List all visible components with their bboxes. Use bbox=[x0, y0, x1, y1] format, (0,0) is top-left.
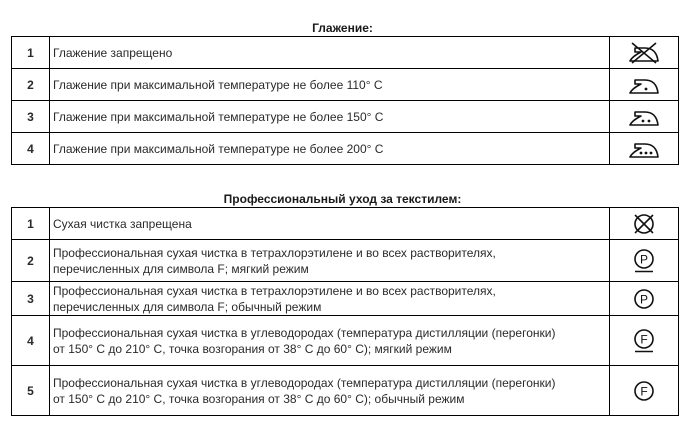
table-row bbox=[12, 366, 679, 416]
row-text-line: перечисленных для символа F; обычный режим bbox=[53, 299, 322, 314]
table-row bbox=[12, 37, 679, 69]
table-row bbox=[12, 282, 679, 316]
row-text: Глажение при максимальной температуре не более 110° С bbox=[50, 69, 610, 101]
row-text-line: Профессиональная сухая чистка в углеводородах (температура дистилляции (перегонки) bbox=[53, 375, 556, 390]
row-text bbox=[50, 366, 610, 416]
ironing-title: Глажение: bbox=[312, 21, 373, 35]
row-text-line: Профессиональная сухая чистка в тетрахлорэтилене и во всех растворителях, bbox=[53, 245, 496, 260]
table-row bbox=[12, 101, 679, 133]
table-row bbox=[12, 69, 679, 101]
row-text bbox=[50, 240, 610, 282]
svg-text:P: P bbox=[639, 292, 649, 306]
row-text-line: от 150° С до 210° С, точка возгорания от 38° С до 60° С); обычный режим bbox=[53, 391, 465, 406]
row-number: 4 bbox=[12, 316, 50, 366]
row-number: 3 bbox=[12, 282, 50, 316]
professional-care-title: Профессиональный уход за текстилем: bbox=[223, 192, 462, 206]
row-number: 3 bbox=[12, 101, 50, 133]
row-text-line: Сухая чистка запрещена bbox=[53, 216, 192, 231]
row-text bbox=[50, 316, 610, 366]
row-text: Глажение запрещено bbox=[50, 37, 610, 69]
row-number: 2 bbox=[12, 240, 50, 282]
circle-p-icon bbox=[631, 286, 657, 312]
circle-f-icon bbox=[631, 378, 657, 404]
iron-one-dot-icon bbox=[627, 73, 661, 97]
svg-text:F: F bbox=[640, 384, 648, 398]
svg-text:P: P bbox=[639, 252, 649, 266]
row-number: 1 bbox=[12, 208, 50, 240]
circle-crossed-icon bbox=[631, 211, 657, 237]
row-text-line: перечисленных для символа F; мягкий режим bbox=[53, 261, 309, 276]
iron-three-dots-icon bbox=[627, 137, 661, 161]
ironing-table bbox=[11, 36, 679, 165]
circle-f-underline-icon bbox=[631, 327, 657, 355]
row-text: Глажение при максимальной температуре не более 200° С bbox=[50, 133, 610, 165]
svg-text:F: F bbox=[640, 332, 648, 346]
row-text-line: Профессиональная сухая чистка в тетрахлорэтилене и во всех растворителях, bbox=[53, 283, 496, 298]
row-text bbox=[50, 282, 610, 316]
row-number: 4 bbox=[12, 133, 50, 165]
table-row bbox=[12, 133, 679, 165]
table-row bbox=[12, 208, 679, 240]
row-number: 5 bbox=[12, 366, 50, 416]
row-number: 2 bbox=[12, 69, 50, 101]
table-row bbox=[12, 240, 679, 282]
iron-two-dots-icon bbox=[627, 105, 661, 129]
row-text-line: от 150° С до 210° С, точка возгорания от 38° С до 60° С); мягкий режим bbox=[53, 341, 452, 356]
row-number: 1 bbox=[12, 37, 50, 69]
row-text: Глажение при максимальной температуре не более 150° С bbox=[50, 101, 610, 133]
iron-crossed-icon bbox=[627, 41, 661, 65]
circle-p-underline-icon bbox=[631, 247, 657, 275]
row-text-line: Профессиональная сухая чистка в углеводородах (температура дистилляции (перегонки) bbox=[53, 325, 556, 340]
table-row bbox=[12, 316, 679, 366]
professional-care-table bbox=[11, 207, 679, 416]
row-text bbox=[50, 208, 610, 240]
